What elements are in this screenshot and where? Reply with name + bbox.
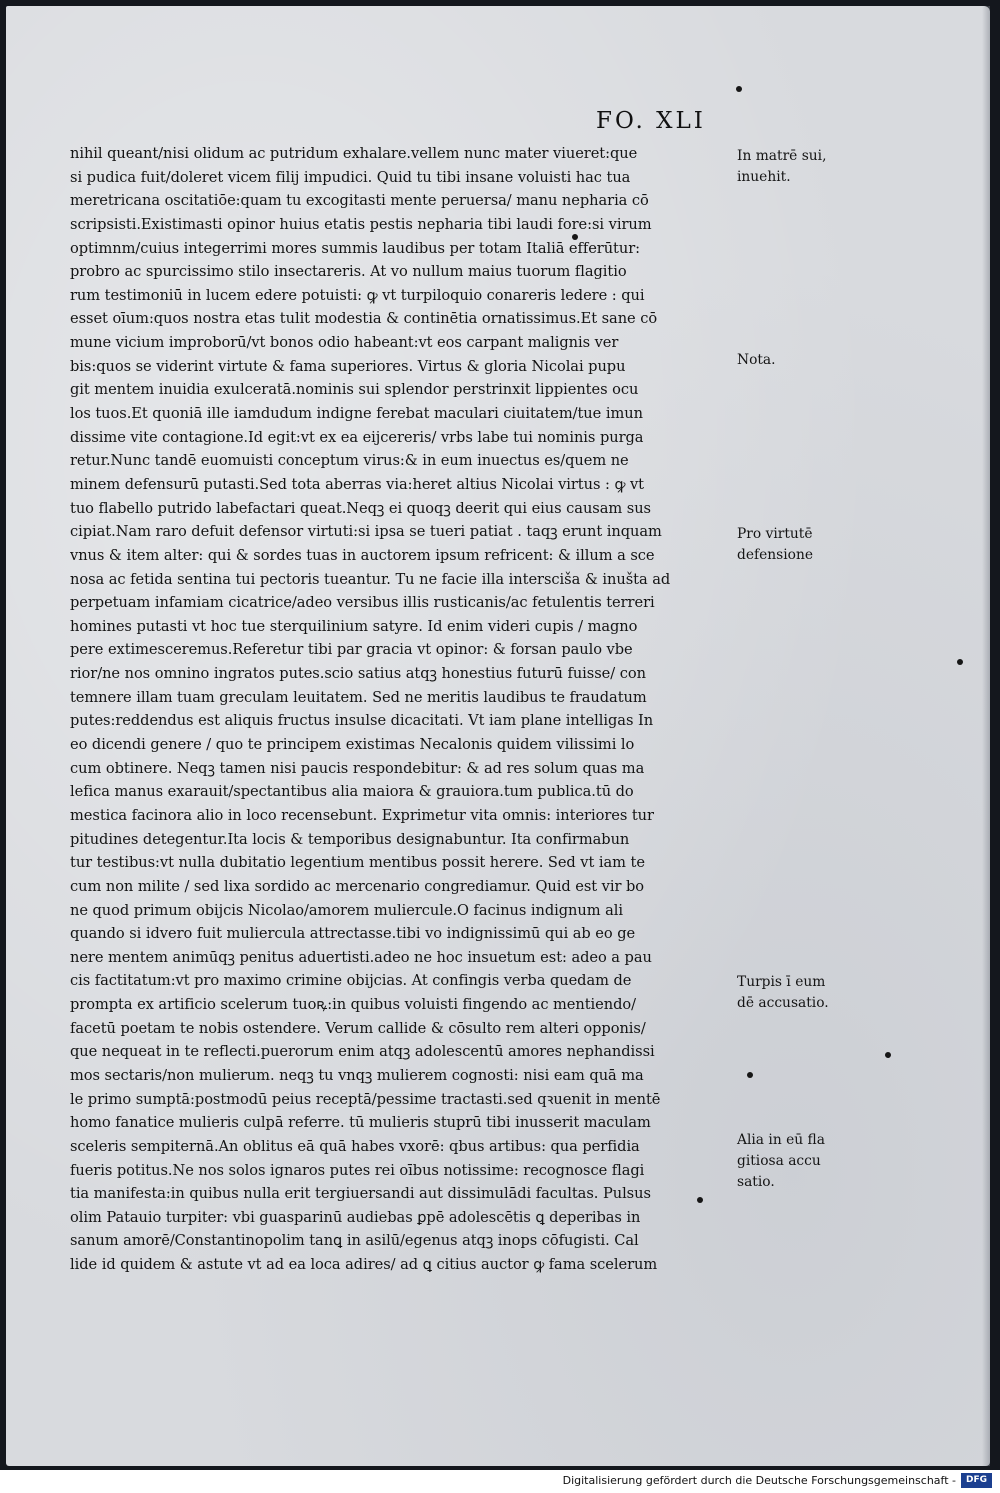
text-line: pitudines detegentur.Ita locis & temporibus designabuntur. Ita confirmabun [70,830,630,848]
ink-speck [957,659,963,665]
text-line: sanum amorē/Constantinopolim tanꝗ in asilū/egenus atqꝫ inops cōfugisti. Cal [70,1232,639,1250]
text-line: rior/ne nos omnino ingratos putes.scio satius atqꝫ honestius futurū fuisse/ con [70,665,646,683]
text-line: cis factitatum:vt pro maximo crimine obijcias. At confingis verba quedam de [70,972,632,990]
text-line: mune vicium improborū/vt bonos odio habeant:vt eos carpant malignis ver [70,334,619,352]
text-line: dissime vite contagione.Id egit:vt ex ea eijcereris/ vrbs labe tui nominis purga [70,428,644,446]
text-line: scripsisti.Existimasti opinor huius etatis pestis nepharia tibi laudi fore:si virum [70,215,652,233]
ink-speck [736,86,742,92]
funding-credit: Digitalisierung gefördert durch die Deutsche Forschungsgemeinschaft - [562,1474,956,1487]
text-line: perpetuam infamiam cicatrice/adeo versibus illis rusticanis/ac fetulentis terreri [70,594,655,612]
text-line: tuo flabello putrido labefactari queat.Neqꝫ ei quoqꝫ deerit qui eius causam sus [70,499,651,517]
margin-note-line: Nota. [737,352,776,368]
text-line: nihil queant/nisi olidum ac putridum exhalare.vellem nunc mater viueret:que [70,145,638,162]
ink-speck [747,1072,753,1078]
text-line: cum obtinere. Neqꝫ tamen nisi paucis respondebitur: & ad res solum quas ma [70,759,645,777]
text-line: nere mentem animūqꝫ penitus aduertisti.adeo ne hoc insuetum est: adeo a pau [70,948,652,966]
margin-note-5 [737,1130,825,1193]
text-line: si pudica fuit/doleret vicem filij impudici. Quid tu tibi insane voluisti hac tua [70,168,631,186]
ink-speck [697,1197,703,1203]
ink-speck [885,1052,891,1058]
text-line: temnere illam tuam greculam leuitatem. Sed ne meritis laudibus te fraudatum [70,688,647,706]
margin-note-2 [737,350,776,371]
text-line: cipiat.Nam raro defuit defensor virtuti:si ipsa se tueri patiat . taqꝫ erunt inquam [70,523,662,541]
footer-bar [0,1470,1000,1493]
ink-speck [572,234,578,240]
text-line: le primo sumptā:postmodū peius receptā/pessime tractasti.sed qꝛuenit in mentē [70,1090,661,1108]
margin-note-line: In matrē sui, [737,148,827,164]
text-line: quando si idvero fuit muliercula attrectasse.tibi vo indignissimū qui ab eo ge [70,925,636,943]
margin-note-line: satio. [737,1174,775,1190]
text-line: que nequeat in te reflecti.puerorum enim atqꝫ adolescentū amores nephandissi [70,1043,655,1061]
text-line: los tuos.Et quoniā ille iamdudum indigne ferebat maculari ciuitatem/tue imun [70,405,643,423]
text-line: git mentem inuidia exulceratā.nominis sui splendor perstrinxit lippientes ocu [70,381,639,399]
text-line: homines putasti vt hoc tue sterquilinium satyre. Id enim videri cupis / magno [70,617,638,635]
body-text-block [70,142,750,1277]
margin-note-line: dē accusatio. [737,995,829,1011]
text-line: nosa ac fetida sentina tui pectoris tueantur. Tu ne facie illa intersciša & inušta ad [70,570,671,588]
text-line: tur testibus:vt nulla dubitatio legentium mentibus possit herere. Sed vt iam te [70,854,645,872]
text-line: homo fanatice mulieris culpā referre. tū mulieris stuprū tibi inusserit maculam [70,1114,651,1132]
text-line: lefica manus exarauit/spectantibus alia maiora & grauiora.tum publica.tū do [70,783,634,801]
text-line: vnus & item alter: qui & sordes tuas in auctorem ipsum refricent: & illum a sce [70,546,655,564]
margin-note-line: Pro virtutē [737,526,813,542]
text-line: lide id quidem & astute vt ad ea loca adires/ ad ꝗ citius auctor ꝙ fama scelerum [70,1256,658,1274]
text-line: cum non milite / sed lixa sordido ac mercenario congrediamur. Quid est vir bo [70,877,644,895]
margin-note-line: Turpis ī eum [737,974,826,990]
dfg-logo: DFG [961,1473,992,1488]
text-line: fueris potitus.Ne nos solos ignaros putes rei oībus notissime: recognosce flagi [70,1161,645,1179]
text-line: ne quod primum obijcis Nicolao/amorem muliercule.O facinus indignum ali [70,901,623,919]
text-line: optimnm/cuius integerrimi mores summis laudibus per totam Italiā efferūtur: [70,239,641,257]
margin-note-line: Alia in eū fla [737,1132,825,1148]
text-line: bis:quos se viderint virtute & fama superiores. Virtus & gloria Nicolai pupu [70,357,626,375]
text-line: mestica facinora alio in loco recensebunt. Exprimetur vita omnis: interiores tur [70,806,654,824]
text-line: tia manifesta:in quibus nulla erit tergiuersandi aut dissimulādi facultas. Pulsus [70,1185,651,1203]
margin-note-line: defensione [737,547,814,563]
page-edge-shadow [982,6,990,1466]
text-line: esset oīum:quos nostra etas tulit modestia & continētia ornatissimus.Et sane cō [70,310,658,328]
margin-note-3 [737,524,813,566]
text-line: retur.Nunc tandē euomuisti conceptum virus:& in eum inuectus es/quem ne [70,452,629,470]
text-line: mos sectaris/non mulierum. neqꝫ tu vnqꝫ mulierem cognosti: nisi eam quā ma [70,1066,644,1084]
text-line: probro ac spurcissimo stilo insectareris. At vo nullum maius tuorum flagitio [70,263,627,281]
margin-note-1 [737,146,827,188]
text-line: facetū poetam te nobis ostendere. Verum callide & cōsulto rem alteri opponis/ [70,1019,646,1037]
text-line: prompta ex artificio scelerum tuoꝶ:in quibus voluisti fingendo ac mentiendo/ [70,996,636,1014]
folio-heading: FO. XLI [596,108,706,134]
text-line: pere extimesceremus.Referetur tibi par gracia vt opinor: & forsan paulo vbe [70,641,633,659]
text-line: eo dicendi genere / quo te principem existimas Necalonis quidem vilissimi lo [70,736,635,754]
text-line: meretricana oscitatiōe:quam tu excogitasti mente peruersa/ manu nepharia cō [70,192,649,210]
margin-note-line: gitiosa accu [737,1153,821,1169]
margin-note-line: inuehit. [737,169,791,185]
margin-note-4 [737,972,829,1014]
text-line: sceleris sempiternā.An oblitus eā quā habes vxorē: qbus artibus: qua perfidia [70,1137,640,1155]
text-line: putes:reddendus est aliquis fructus insulse dicacitati. Vt iam plane intelligas In [70,712,654,730]
text-line: rum testimoniū in lucem edere potuisti: ꝙ vt turpiloquio conareris ledere : qui [70,286,645,304]
text-line: minem defensurū putasti.Sed tota aberras via:heret altius Nicolai virtus : ꝙ vt [70,475,644,493]
text-line: olim Patauio turpiter: vbi guasparinū audiebas ꝑpē adolescētis ꝗ deperibas in [70,1208,641,1226]
